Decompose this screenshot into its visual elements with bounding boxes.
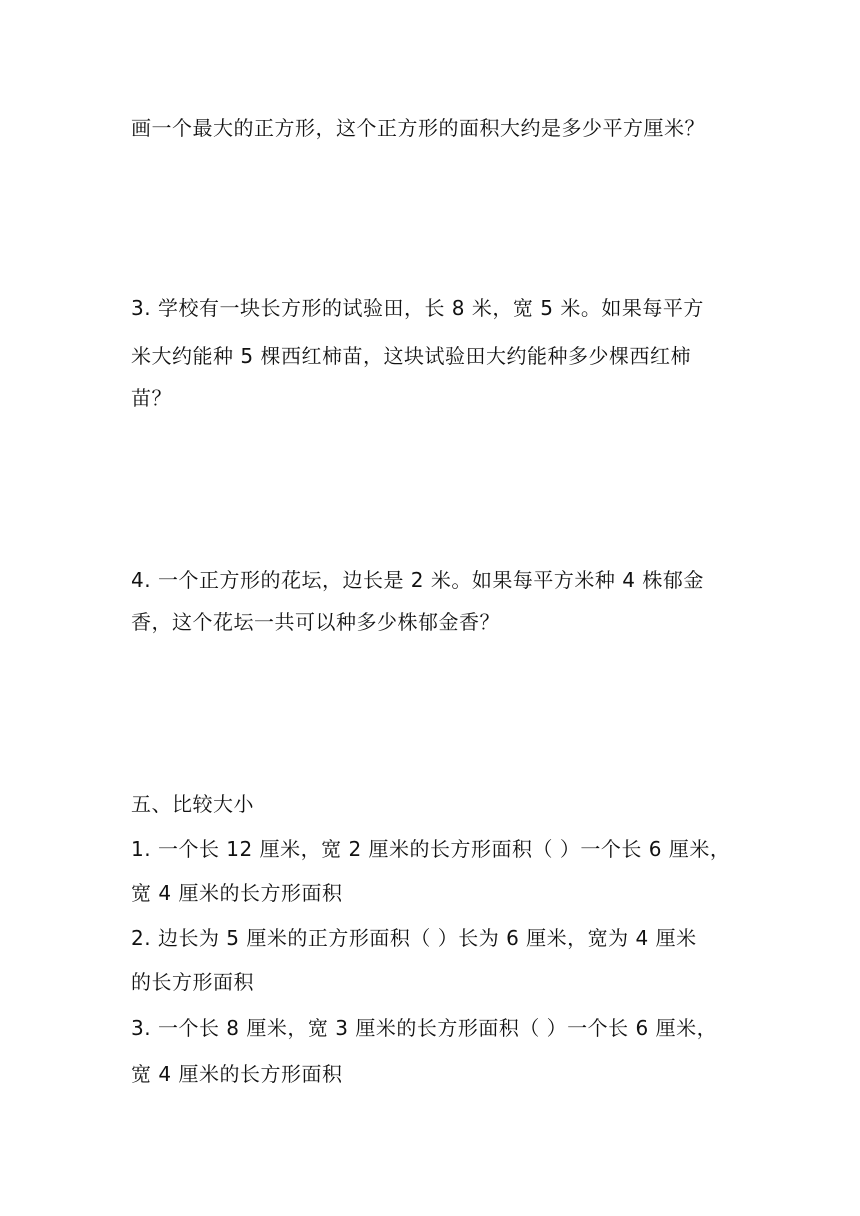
compare-item-1-line-2: 宽 4 厘米的长方形面积	[131, 881, 343, 905]
problem-3-line-3: 苗？	[131, 386, 172, 410]
compare-item-2-line-1: 2. 边长为 5 厘米的正方形面积（ ）长为 6 厘米，宽为 4 厘米	[131, 926, 697, 950]
intro-question-line: 画一个最大的正方形，这个正方形的面积大约是多少平方厘米？	[131, 116, 705, 140]
compare-item-2-line-2: 的长方形面积	[131, 970, 254, 994]
compare-item-3-line-1: 3. 一个长 8 厘米，宽 3 厘米的长方形面积（ ）一个长 6 厘米，	[131, 1016, 718, 1040]
compare-item-1-line-1: 1. 一个长 12 厘米，宽 2 厘米的长方形面积（ ）一个长 6 厘米，	[131, 837, 731, 861]
problem-3-line-2: 米大约能种 5 棵西红柿苗，这块试验田大约能种多少棵西红柿	[131, 344, 691, 368]
problem-4-line-2: 香，这个花坛一共可以种多少株郁金香？	[131, 610, 500, 634]
problem-4-line-1: 4. 一个正方形的花坛，边长是 2 米。如果每平方米种 4 株郁金	[131, 568, 704, 592]
compare-item-3-line-2: 宽 4 厘米的长方形面积	[131, 1062, 343, 1086]
section-5-heading: 五、比较大小	[131, 792, 254, 816]
problem-3-line-1: 3. 学校有一块长方形的试验田，长 8 米，宽 5 米。如果每平方	[131, 296, 704, 320]
